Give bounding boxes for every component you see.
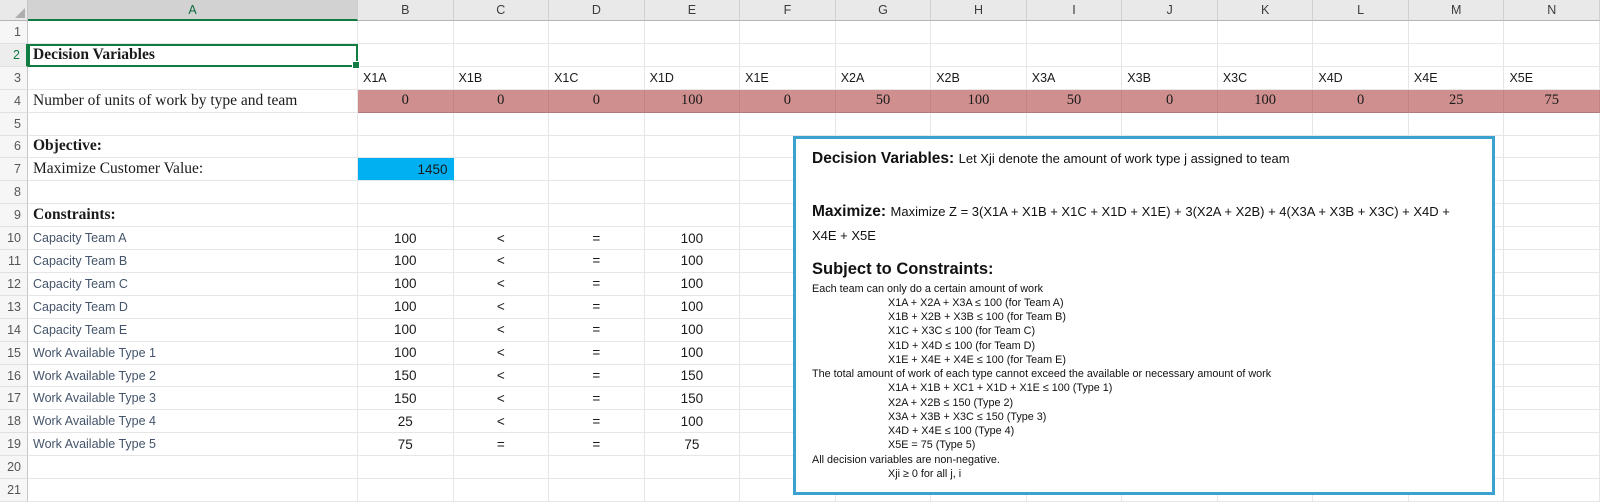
cell-B16[interactable]: 150 xyxy=(358,365,454,388)
cell-C2[interactable] xyxy=(454,44,550,67)
cell-M3[interactable]: X4E xyxy=(1409,67,1505,90)
row-header-14[interactable]: 14 xyxy=(0,319,28,342)
cell-B18[interactable]: 25 xyxy=(358,410,454,433)
cell-H5[interactable] xyxy=(931,113,1027,136)
column-header-C[interactable]: C xyxy=(454,0,550,21)
cell-F2[interactable] xyxy=(740,44,836,67)
column-header-N[interactable]: N xyxy=(1504,0,1600,21)
cell-B15[interactable]: 100 xyxy=(358,342,454,365)
subject-to-constraints-heading: Subject to Constraints: xyxy=(812,259,994,278)
cell-E7[interactable] xyxy=(645,158,741,181)
cell-A16[interactable]: Work Available Type 2 xyxy=(28,365,358,388)
cell-B19[interactable]: 75 xyxy=(358,433,454,456)
cell-D18[interactable]: = xyxy=(549,410,645,433)
cell-D6[interactable] xyxy=(549,136,645,159)
cell-D9[interactable] xyxy=(549,204,645,227)
column-header-E[interactable]: E xyxy=(645,0,741,21)
cell-M5[interactable] xyxy=(1409,113,1505,136)
cell-B1[interactable] xyxy=(358,21,454,44)
cell-A6[interactable]: Objective: xyxy=(28,136,358,159)
textbox-decision-variables-line xyxy=(812,150,1476,168)
type-constraint-line: X1A + X1B + XC1 + X1D + X1E ≤ 100 (Type 1) xyxy=(888,382,1113,395)
row-header-12[interactable]: 12 xyxy=(0,273,28,296)
column-header-J[interactable]: J xyxy=(1122,0,1218,21)
cell-E20[interactable] xyxy=(645,456,741,479)
type-constraint-line: X5E = 75 (Type 5) xyxy=(888,439,976,452)
cell-C13[interactable]: < xyxy=(454,296,550,319)
column-header-I[interactable]: I xyxy=(1027,0,1123,21)
cell-B11[interactable]: 100 xyxy=(358,250,454,273)
cell-B20[interactable] xyxy=(358,456,454,479)
cell-D17[interactable]: = xyxy=(549,387,645,410)
cell-N6[interactable] xyxy=(1504,136,1600,159)
cell-A2[interactable]: Decision Variables xyxy=(28,44,358,67)
cell-C8[interactable] xyxy=(454,181,550,204)
nonnegativity-line: Xji ≥ 0 for all j, i xyxy=(888,467,962,480)
column-header-G[interactable]: G xyxy=(836,0,932,21)
cell-N12[interactable] xyxy=(1504,273,1600,296)
cell-C16[interactable]: < xyxy=(454,365,550,388)
cell-N20[interactable] xyxy=(1504,456,1600,479)
cell-E4[interactable]: 100 xyxy=(645,90,741,113)
cell-A3[interactable] xyxy=(28,67,358,90)
cell-M4[interactable]: 25 xyxy=(1409,90,1505,113)
cell-E12[interactable]: 100 xyxy=(645,273,741,296)
type-constraint-line: X4D + X4E ≤ 100 (Type 4) xyxy=(888,425,1015,438)
cell-A21[interactable] xyxy=(28,479,358,502)
cell-E11[interactable]: 100 xyxy=(645,250,741,273)
cell-N13[interactable] xyxy=(1504,296,1600,319)
cell-L1[interactable] xyxy=(1313,21,1409,44)
cell-C10[interactable]: < xyxy=(454,227,550,250)
cell-N4[interactable]: 75 xyxy=(1504,90,1600,113)
cell-E9[interactable] xyxy=(645,204,741,227)
cell-H1[interactable] xyxy=(931,21,1027,44)
row-header-20[interactable]: 20 xyxy=(0,456,28,479)
row-header-5[interactable]: 5 xyxy=(0,113,28,136)
maximize-body: Maximize Z = 3(X1A + X1B + X1C + X1D + X1E) + 3(X2A + X2B) + 4(X3A + X3B + X3C) + X4D + X4E + X5E xyxy=(812,204,1450,243)
cell-G2[interactable] xyxy=(836,44,932,67)
column-header-M[interactable]: M xyxy=(1409,0,1505,21)
cell-C12[interactable]: < xyxy=(454,273,550,296)
cell-A15[interactable]: Work Available Type 1 xyxy=(28,342,358,365)
team-constraint-line: X1D + X4D ≤ 100 (for Team D) xyxy=(888,339,1036,352)
row-header-21[interactable]: 21 xyxy=(0,479,28,502)
column-header-B[interactable]: B xyxy=(358,0,454,21)
cell-J3[interactable]: X3B xyxy=(1122,67,1218,90)
cell-G5[interactable] xyxy=(836,113,932,136)
cell-G3[interactable]: X2A xyxy=(836,67,932,90)
dv-body: Let Xji denote the amount of work type j assigned to team xyxy=(958,151,1290,166)
row-header-15[interactable]: 15 xyxy=(0,342,28,365)
cell-F1[interactable] xyxy=(740,21,836,44)
cell-I3[interactable]: X3A xyxy=(1027,67,1123,90)
cell-N17[interactable] xyxy=(1504,387,1600,410)
cell-K2[interactable] xyxy=(1218,44,1314,67)
cell-C6[interactable] xyxy=(454,136,550,159)
cell-D21[interactable] xyxy=(549,479,645,502)
row-header-11[interactable]: 11 xyxy=(0,250,28,273)
cell-D12[interactable]: = xyxy=(549,273,645,296)
cell-C4[interactable]: 0 xyxy=(454,90,550,113)
cell-C3[interactable]: X1B xyxy=(454,67,550,90)
cell-C20[interactable] xyxy=(454,456,550,479)
cell-N5[interactable] xyxy=(1504,113,1600,136)
cell-C19[interactable]: = xyxy=(454,433,550,456)
cell-I4[interactable]: 50 xyxy=(1027,90,1123,113)
cell-N21[interactable] xyxy=(1504,479,1600,502)
cell-I1[interactable] xyxy=(1027,21,1123,44)
cell-A13[interactable]: Capacity Team D xyxy=(28,296,358,319)
cell-C7[interactable] xyxy=(454,158,550,181)
cell-E10[interactable]: 100 xyxy=(645,227,741,250)
cell-C17[interactable]: < xyxy=(454,387,550,410)
textbox-maximize-line xyxy=(812,200,1476,248)
cell-K5[interactable] xyxy=(1218,113,1314,136)
cell-K3[interactable]: X3C xyxy=(1218,67,1314,90)
cell-E3[interactable]: X1D xyxy=(645,67,741,90)
row-header-1[interactable]: 1 xyxy=(0,21,28,44)
cell-D1[interactable] xyxy=(549,21,645,44)
cell-A17[interactable]: Work Available Type 3 xyxy=(28,387,358,410)
column-header-H[interactable]: H xyxy=(931,0,1027,21)
cell-A20[interactable] xyxy=(28,456,358,479)
team-constraints-intro: Each team can only do a certain amount of work xyxy=(812,282,1044,295)
cell-D5[interactable] xyxy=(549,113,645,136)
cell-D20[interactable] xyxy=(549,456,645,479)
cell-N8[interactable] xyxy=(1504,181,1600,204)
row-header-13[interactable]: 13 xyxy=(0,296,28,319)
cell-D2[interactable] xyxy=(549,44,645,67)
column-header-F[interactable]: F xyxy=(740,0,836,21)
cell-L4[interactable]: 0 xyxy=(1313,90,1409,113)
cell-N9[interactable] xyxy=(1504,204,1600,227)
cell-E6[interactable] xyxy=(645,136,741,159)
cell-B9[interactable] xyxy=(358,204,454,227)
cell-E14[interactable]: 100 xyxy=(645,319,741,342)
cell-A11[interactable]: Capacity Team B xyxy=(28,250,358,273)
cell-A12[interactable]: Capacity Team C xyxy=(28,273,358,296)
cell-G4[interactable]: 50 xyxy=(836,90,932,113)
cell-J1[interactable] xyxy=(1122,21,1218,44)
cell-E21[interactable] xyxy=(645,479,741,502)
cell-D4[interactable]: 0 xyxy=(549,90,645,113)
cell-M1[interactable] xyxy=(1409,21,1505,44)
row-header-4[interactable]: 4 xyxy=(0,90,28,113)
cell-B4[interactable]: 0 xyxy=(358,90,454,113)
column-header-L[interactable]: L xyxy=(1313,0,1409,21)
cell-N3[interactable]: X5E xyxy=(1504,67,1600,90)
cell-A18[interactable]: Work Available Type 4 xyxy=(28,410,358,433)
cell-D16[interactable]: = xyxy=(549,365,645,388)
cell-A14[interactable]: Capacity Team E xyxy=(28,319,358,342)
cell-E13[interactable]: 100 xyxy=(645,296,741,319)
cell-C21[interactable] xyxy=(454,479,550,502)
cell-F3[interactable]: X1E xyxy=(740,67,836,90)
cell-L3[interactable]: X4D xyxy=(1313,67,1409,90)
cell-B21[interactable] xyxy=(358,479,454,502)
cell-B17[interactable]: 150 xyxy=(358,387,454,410)
cell-E2[interactable] xyxy=(645,44,741,67)
cell-N1[interactable] xyxy=(1504,21,1600,44)
team-constraint-line: X1E + X4E + X4E ≤ 100 (for Team E) xyxy=(888,353,1066,366)
maximize-heading: Maximize: xyxy=(812,203,887,220)
cell-B14[interactable]: 100 xyxy=(358,319,454,342)
model-textbox[interactable] xyxy=(793,136,1495,495)
column-header-D[interactable]: D xyxy=(549,0,645,21)
team-constraint-line: X1C + X3C ≤ 100 (for Team C) xyxy=(888,325,1036,338)
cell-N2[interactable] xyxy=(1504,44,1600,67)
cell-K4[interactable]: 100 xyxy=(1218,90,1314,113)
cell-D3[interactable]: X1C xyxy=(549,67,645,90)
row-header-7[interactable]: 7 xyxy=(0,158,28,181)
cell-D15[interactable]: = xyxy=(549,342,645,365)
cell-E18[interactable]: 100 xyxy=(645,410,741,433)
cell-H3[interactable]: X2B xyxy=(931,67,1027,90)
cell-D14[interactable]: = xyxy=(549,319,645,342)
cell-D7[interactable] xyxy=(549,158,645,181)
cell-D10[interactable]: = xyxy=(549,227,645,250)
cell-E1[interactable] xyxy=(645,21,741,44)
cell-A5[interactable] xyxy=(28,113,358,136)
cell-E8[interactable] xyxy=(645,181,741,204)
cell-C9[interactable] xyxy=(454,204,550,227)
cell-L5[interactable] xyxy=(1313,113,1409,136)
cell-A4[interactable]: Number of units of work by type and team xyxy=(28,90,358,113)
cell-N18[interactable] xyxy=(1504,410,1600,433)
row-header-19[interactable]: 19 xyxy=(0,433,28,456)
dv-heading: Decision Variables: xyxy=(812,150,955,167)
cell-D8[interactable] xyxy=(549,181,645,204)
cell-B12[interactable]: 100 xyxy=(358,273,454,296)
row-header-8[interactable]: 8 xyxy=(0,181,28,204)
column-header-A[interactable]: A xyxy=(28,0,358,21)
cell-B8[interactable] xyxy=(358,181,454,204)
cell-B6[interactable] xyxy=(358,136,454,159)
cell-F5[interactable] xyxy=(740,113,836,136)
cell-N15[interactable] xyxy=(1504,342,1600,365)
cell-N7[interactable] xyxy=(1504,158,1600,181)
cell-N10[interactable] xyxy=(1504,227,1600,250)
cell-F4[interactable]: 0 xyxy=(740,90,836,113)
cell-A9[interactable]: Constraints: xyxy=(28,204,358,227)
type-constraints-intro: The total amount of work of each type cannot exceed the available or necessary amount of work xyxy=(812,368,1272,381)
cell-N11[interactable] xyxy=(1504,250,1600,273)
team-constraint-line: X1B + X2B + X3B ≤ 100 (for Team B) xyxy=(888,311,1066,324)
cell-D11[interactable]: = xyxy=(549,250,645,273)
cell-C1[interactable] xyxy=(454,21,550,44)
row-header-2[interactable]: 2 xyxy=(0,44,28,67)
cell-E5[interactable] xyxy=(645,113,741,136)
select-all-corner[interactable] xyxy=(0,0,28,21)
cell-A19[interactable]: Work Available Type 5 xyxy=(28,433,358,456)
cell-E16[interactable]: 150 xyxy=(645,365,741,388)
cell-B10[interactable]: 100 xyxy=(358,227,454,250)
cell-C18[interactable]: < xyxy=(454,410,550,433)
row-header-6[interactable]: 6 xyxy=(0,136,28,159)
cell-C14[interactable]: < xyxy=(454,319,550,342)
cell-A10[interactable]: Capacity Team A xyxy=(28,227,358,250)
cell-H4[interactable]: 100 xyxy=(931,90,1027,113)
cell-J5[interactable] xyxy=(1122,113,1218,136)
cell-I2[interactable] xyxy=(1027,44,1123,67)
cell-B7[interactable]: 1450 xyxy=(358,158,454,181)
row-header-10[interactable]: 10 xyxy=(0,227,28,250)
cell-K1[interactable] xyxy=(1218,21,1314,44)
row-header-17[interactable]: 17 xyxy=(0,387,28,410)
column-header-K[interactable]: K xyxy=(1218,0,1314,21)
cell-B13[interactable]: 100 xyxy=(358,296,454,319)
cell-E19[interactable]: 75 xyxy=(645,433,741,456)
cell-A8[interactable] xyxy=(28,181,358,204)
cell-M2[interactable] xyxy=(1409,44,1505,67)
type-constraint-line: X3A + X3B + X3C ≤ 150 (Type 3) xyxy=(888,410,1047,423)
cell-D19[interactable]: = xyxy=(549,433,645,456)
cell-J2[interactable] xyxy=(1122,44,1218,67)
type-constraint-line: X2A + X2B ≤ 150 (Type 2) xyxy=(888,396,1014,409)
team-constraint-line: X1A + X2A + X3A ≤ 100 (for Team A) xyxy=(888,296,1064,309)
row-header-9[interactable]: 9 xyxy=(0,204,28,227)
row-header-18[interactable]: 18 xyxy=(0,410,28,433)
cell-N16[interactable] xyxy=(1504,365,1600,388)
cell-H2[interactable] xyxy=(931,44,1027,67)
cell-E17[interactable]: 150 xyxy=(645,387,741,410)
row-header-16[interactable]: 16 xyxy=(0,365,28,388)
row-header-3[interactable]: 3 xyxy=(0,67,28,90)
cell-N14[interactable] xyxy=(1504,319,1600,342)
cell-C15[interactable]: < xyxy=(454,342,550,365)
cell-A1[interactable] xyxy=(28,21,358,44)
cell-G1[interactable] xyxy=(836,21,932,44)
cell-L2[interactable] xyxy=(1313,44,1409,67)
cell-C5[interactable] xyxy=(454,113,550,136)
cell-B2[interactable] xyxy=(358,44,454,67)
cell-N19[interactable] xyxy=(1504,433,1600,456)
cell-I5[interactable] xyxy=(1027,113,1123,136)
cell-C11[interactable]: < xyxy=(454,250,550,273)
nonnegativity-intro: All decision variables are non-negative. xyxy=(812,453,1000,466)
cell-B5[interactable] xyxy=(358,113,454,136)
cell-E15[interactable]: 100 xyxy=(645,342,741,365)
cell-A7[interactable]: Maximize Customer Value: xyxy=(28,158,358,181)
cell-D13[interactable]: = xyxy=(549,296,645,319)
cell-B3[interactable]: X1A xyxy=(358,67,454,90)
cell-J4[interactable]: 0 xyxy=(1122,90,1218,113)
